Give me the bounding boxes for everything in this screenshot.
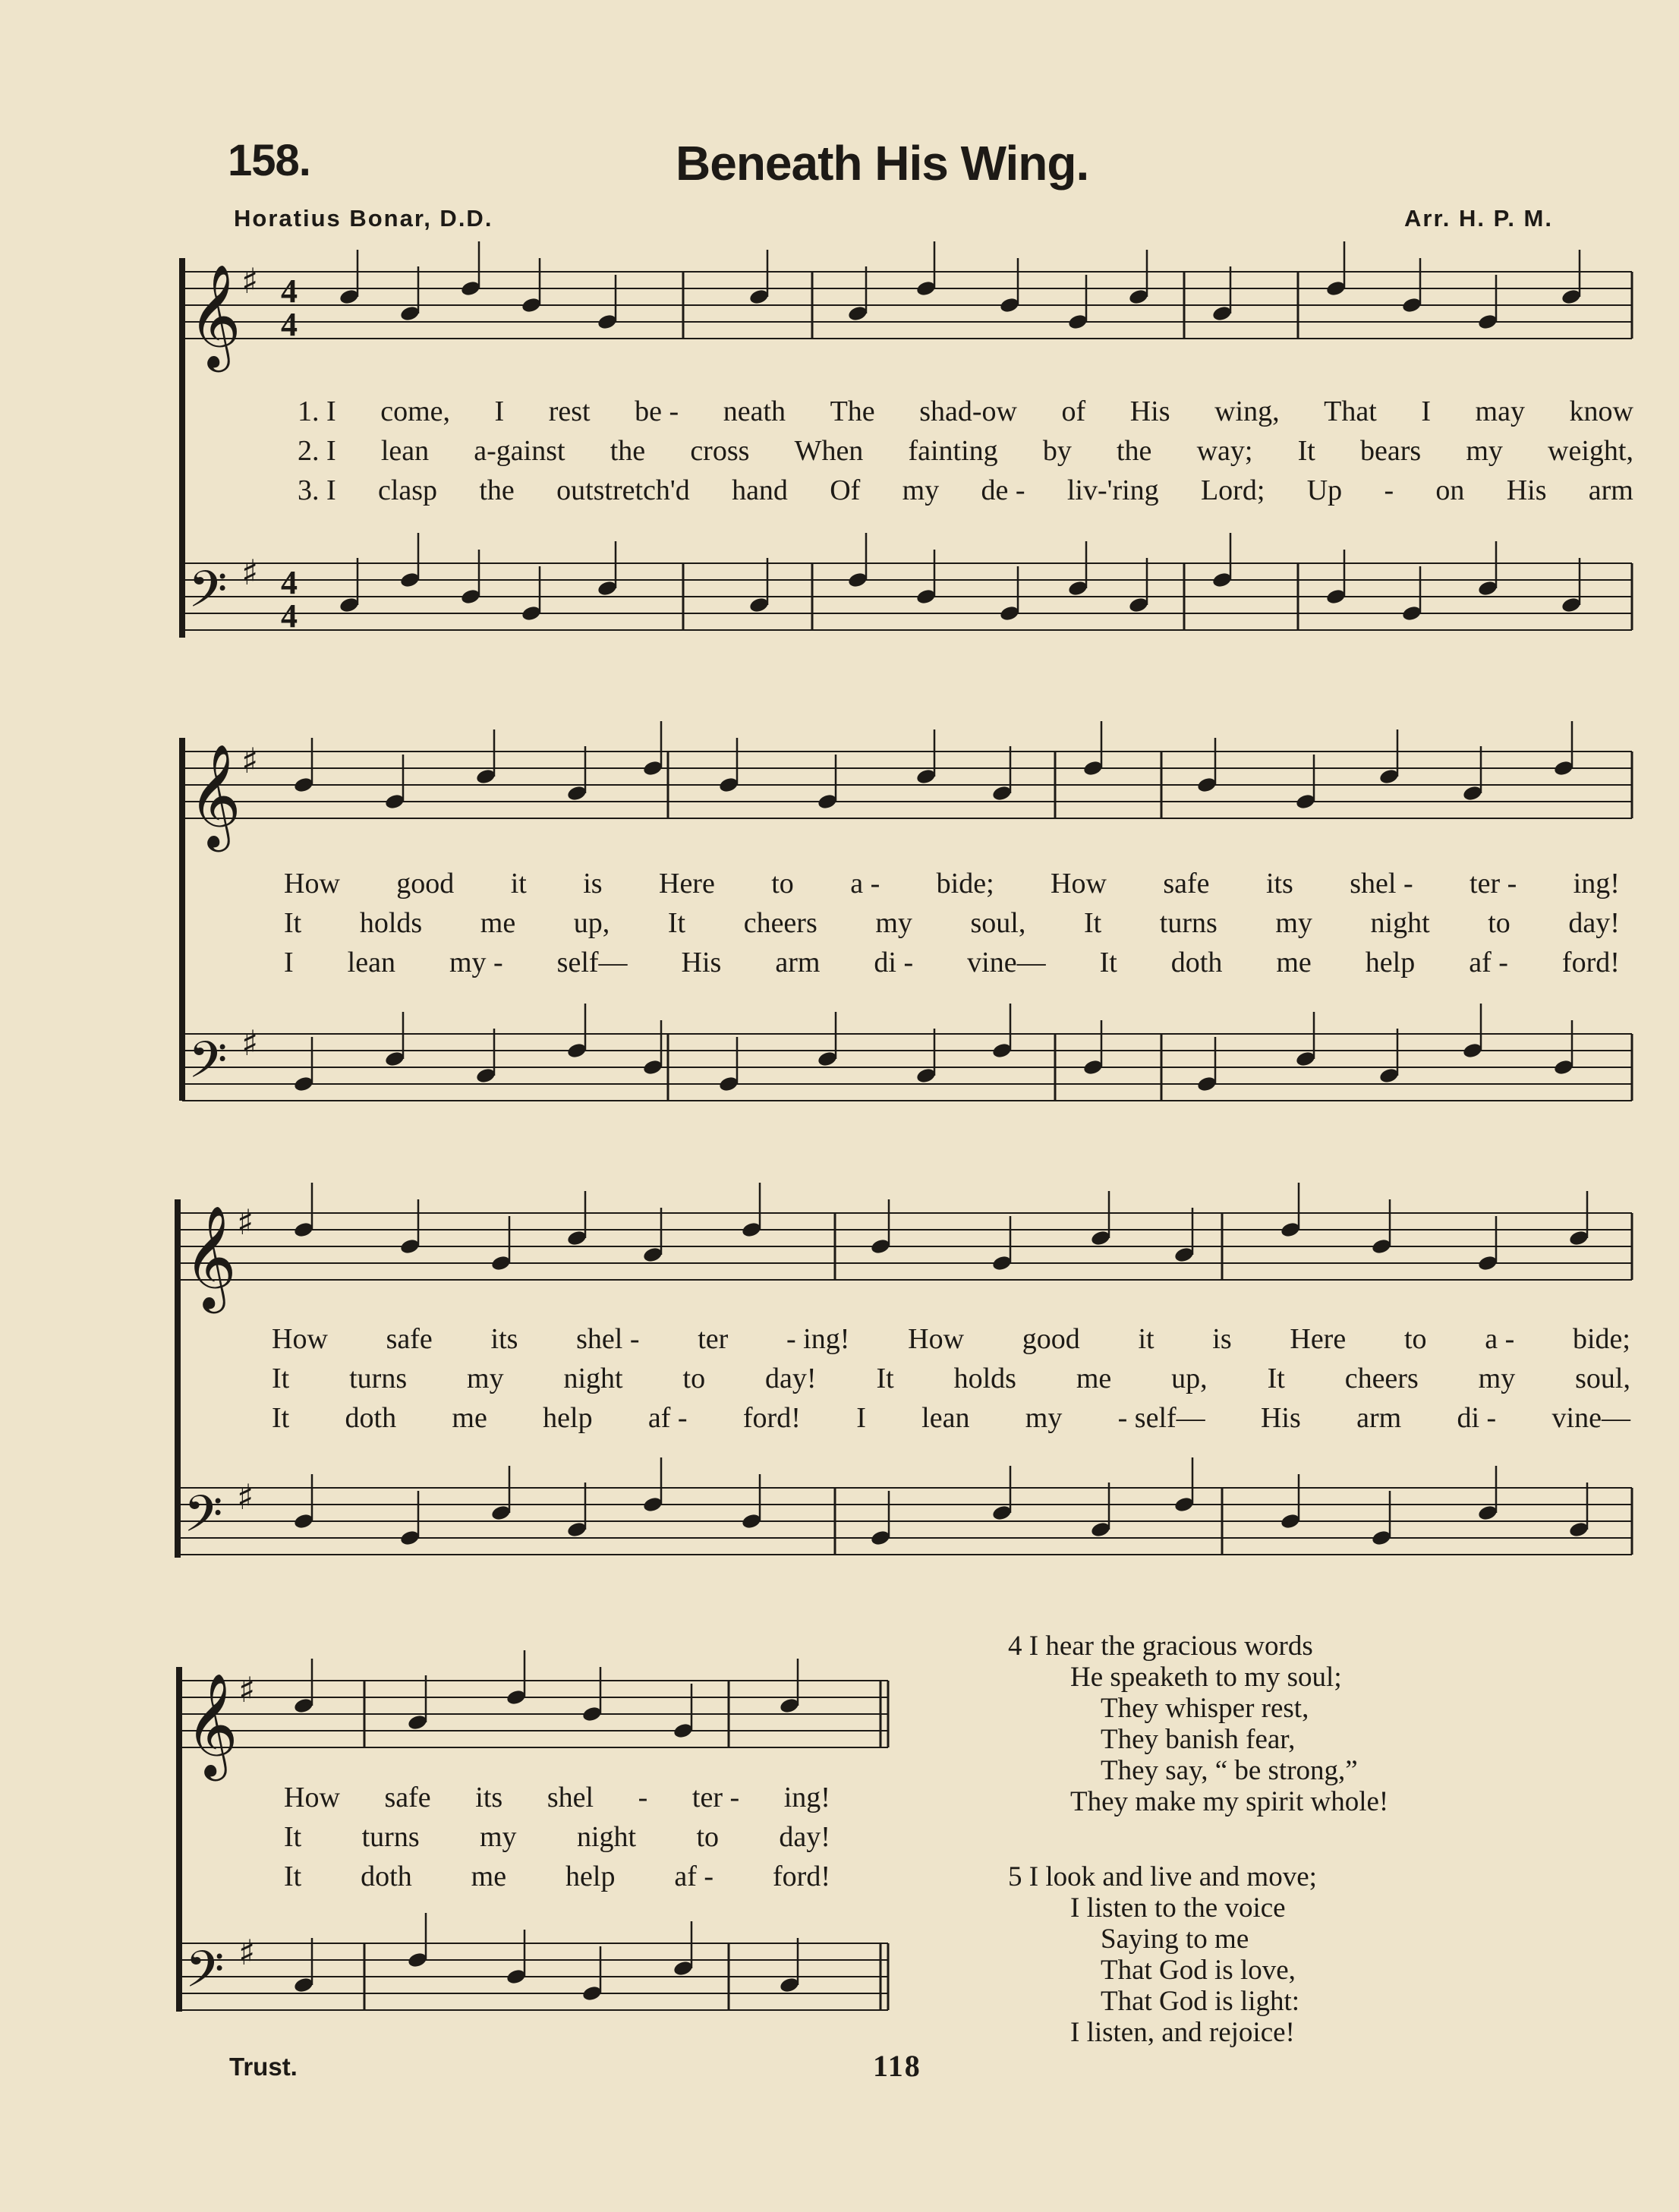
key-sharp-icon: ♯ xyxy=(237,1476,254,1517)
lyric-word: holds xyxy=(953,1363,1016,1394)
lyric-word: shel xyxy=(547,1782,594,1813)
bass-clef-icon: 𝄢 xyxy=(185,1940,225,2011)
bass-clef-icon: 𝄢 xyxy=(188,1031,228,1101)
lyric-word: it xyxy=(510,868,527,900)
hymn-author: Horatius Bonar, D.D. xyxy=(234,205,493,232)
lyric-word: af - xyxy=(1469,947,1508,978)
lyric-word: be - xyxy=(635,395,679,427)
time-signature: 4 xyxy=(281,273,298,310)
page-number: 118 xyxy=(873,2049,921,2083)
lyric-word: clasp xyxy=(377,474,438,506)
lyric-line xyxy=(298,395,1633,428)
lyric-line xyxy=(284,1781,830,1814)
treble-clef-icon: 𝄞 xyxy=(184,1204,237,1309)
lyric-word: wing, xyxy=(1214,395,1280,427)
lyric-word: to xyxy=(696,1821,720,1853)
lyric-word: bide; xyxy=(936,868,994,900)
hymn-arranger: Arr. H. P. M. xyxy=(1404,205,1553,232)
lyric-word: hand xyxy=(732,474,788,506)
lyric-word: my xyxy=(1025,1402,1063,1434)
lyric-word: it xyxy=(1138,1323,1155,1355)
verse-number: 5 xyxy=(1008,1861,1022,1892)
lyric-word: doth xyxy=(345,1402,397,1434)
lyric-word: arm xyxy=(1356,1402,1402,1434)
tune-name: Trust. xyxy=(229,2053,298,2081)
lyric-word: arm xyxy=(1588,474,1633,506)
lyric-word: turns xyxy=(361,1821,420,1853)
lyric-word: How xyxy=(272,1323,328,1355)
lyric-line xyxy=(284,1860,830,1893)
lyric-word: I xyxy=(1421,395,1431,427)
lyric-word: di - xyxy=(874,947,914,978)
lyric-word: me xyxy=(1076,1363,1112,1394)
key-sharp-icon: ♯ xyxy=(237,1202,254,1243)
lyric-word: is xyxy=(1212,1323,1232,1355)
lyric-word: its xyxy=(1265,868,1293,900)
verse-line: They make my spirit whole! xyxy=(1070,1786,1389,1817)
lyric-word: lean xyxy=(347,947,395,978)
lyric-word: - self— xyxy=(1117,1402,1205,1434)
lyric-word: It xyxy=(284,1821,302,1853)
lyric-word: It xyxy=(1099,947,1117,978)
lyric-word: a - xyxy=(1485,1323,1515,1355)
lyric-word: His xyxy=(681,947,722,978)
lyric-line xyxy=(272,1362,1630,1395)
lyric-word: to xyxy=(682,1363,706,1394)
lyric-word: - ing! xyxy=(786,1323,850,1355)
verse-line: They banish fear, xyxy=(1101,1724,1296,1755)
verse-line: I listen, and rejoice! xyxy=(1070,2017,1295,2048)
verse-line: I look and live and move; xyxy=(1029,1861,1317,1892)
lyric-word: the xyxy=(610,435,646,467)
lyric-word: my xyxy=(480,1821,517,1853)
lyric-word: di - xyxy=(1457,1402,1497,1434)
lyric-word: de - xyxy=(981,474,1025,506)
lyric-word: soul, xyxy=(1575,1363,1630,1394)
lyric-word: How xyxy=(1051,868,1107,900)
lyric-word: day! xyxy=(779,1821,830,1853)
hymn-title: Beneath His Wing. xyxy=(676,136,1089,191)
lyric-word: When xyxy=(794,435,864,467)
lyric-word: to xyxy=(1403,1323,1427,1355)
lyric-word: my xyxy=(875,907,912,939)
lyric-word: day! xyxy=(765,1363,817,1394)
verse-line: They say, “ be strong,” xyxy=(1101,1755,1358,1786)
lyric-word: It xyxy=(876,1363,894,1394)
lyric-word: That xyxy=(1324,395,1377,427)
time-signature: 4 xyxy=(281,306,298,343)
lyric-word: ford! xyxy=(742,1402,801,1434)
lyric-word: Of xyxy=(830,474,861,506)
lyric-word: It xyxy=(667,907,686,939)
verse-line: I listen to the voice xyxy=(1070,1892,1286,1924)
lyric-word: outstretch'd xyxy=(556,474,690,506)
lyric-word: of xyxy=(1061,395,1086,427)
key-sharp-icon: ♯ xyxy=(241,740,259,781)
lyric-word: its xyxy=(475,1782,503,1813)
verse-line: Saying to me xyxy=(1101,1924,1249,1955)
lyric-word: It xyxy=(284,1861,302,1892)
lyric-word: safe xyxy=(1163,868,1210,900)
lyric-word: lean xyxy=(921,1402,970,1434)
lyric-word: It xyxy=(1267,1363,1285,1394)
lyric-word: doth xyxy=(1170,947,1223,978)
lyric-word: How xyxy=(284,868,340,900)
lyric-word: bide; xyxy=(1572,1323,1630,1355)
lyric-word: cheers xyxy=(743,907,817,939)
key-sharp-icon: ♯ xyxy=(241,552,259,593)
lyric-word: the xyxy=(1116,435,1152,467)
lyric-word: me xyxy=(452,1402,487,1434)
lyric-word: rest xyxy=(548,395,591,427)
treble-clef-icon: 𝄞 xyxy=(185,1672,238,1776)
verse-number: 4 xyxy=(1008,1631,1022,1662)
lyric-word: shel - xyxy=(576,1323,640,1355)
lyric-word: my xyxy=(1478,1363,1516,1394)
lyric-word: cross xyxy=(690,435,750,467)
lyric-word: shad-ow xyxy=(919,395,1017,427)
lyric-word: shel - xyxy=(1350,868,1413,900)
lyric-word: vine— xyxy=(1551,1402,1630,1434)
lyric-word: my - xyxy=(449,947,503,978)
key-sharp-icon: ♯ xyxy=(241,260,259,301)
lyric-line xyxy=(298,474,1633,507)
lyric-line xyxy=(284,1820,830,1854)
lyric-word: vine— xyxy=(967,947,1046,978)
lyric-word: on xyxy=(1435,474,1465,506)
lyric-word: 3. I xyxy=(298,474,336,506)
lyric-word: way; xyxy=(1196,435,1253,467)
lyric-word: His xyxy=(1506,474,1547,506)
lyric-word: Lord; xyxy=(1200,474,1265,506)
lyric-word: up, xyxy=(1171,1363,1208,1394)
lyric-word: Up xyxy=(1306,474,1343,506)
lyric-word: me xyxy=(1276,947,1312,978)
lyric-word: - xyxy=(1384,474,1394,506)
bass-clef-icon: 𝄢 xyxy=(188,560,228,631)
lyric-word: ter - xyxy=(1470,868,1517,900)
lyric-line xyxy=(284,867,1620,900)
lyric-word: I xyxy=(494,395,505,427)
lyric-word: It xyxy=(272,1363,290,1394)
lyric-word: cheers xyxy=(1344,1363,1419,1394)
lyric-word: safe xyxy=(384,1782,431,1813)
verse-line: They whisper rest, xyxy=(1101,1693,1309,1724)
time-signature: 4 xyxy=(281,597,298,635)
lyric-word: ing! xyxy=(1573,868,1620,900)
lyric-word: af - xyxy=(647,1402,688,1434)
lyric-word: I xyxy=(856,1402,866,1434)
lyric-word: my xyxy=(1275,907,1312,939)
key-sharp-icon: ♯ xyxy=(238,1932,256,1973)
lyric-word: - xyxy=(638,1782,648,1813)
lyric-word: His xyxy=(1260,1402,1301,1434)
lyric-word: by xyxy=(1042,435,1072,467)
lyric-word: neath xyxy=(723,395,786,427)
lyric-word: ter xyxy=(698,1323,729,1355)
lyric-word: ford! xyxy=(1561,947,1620,978)
time-signature: 4 xyxy=(281,564,298,601)
lyric-word: good xyxy=(396,868,455,900)
lyric-word: 1. I xyxy=(298,395,336,427)
lyric-word: It xyxy=(272,1402,290,1434)
treble-clef-icon: 𝄞 xyxy=(188,742,241,847)
lyric-word: to xyxy=(1488,907,1510,939)
lyric-word: my xyxy=(1466,435,1503,467)
verse-line: He speaketh to my soul; xyxy=(1070,1662,1342,1693)
lyric-word: Here xyxy=(659,868,715,900)
lyric-word: fainting xyxy=(908,435,998,467)
bass-clef-icon: 𝄢 xyxy=(184,1485,223,1555)
lyric-word: good xyxy=(1022,1323,1080,1355)
lyric-word: a-gainst xyxy=(474,435,565,467)
lyric-line xyxy=(284,946,1620,979)
lyric-word: soul, xyxy=(970,907,1026,939)
lyric-word: Here xyxy=(1290,1323,1347,1355)
lyric-word: How xyxy=(284,1782,340,1813)
lyric-word: liv-'ring xyxy=(1066,474,1159,506)
lyric-word: help xyxy=(565,1861,616,1892)
lyric-word: night xyxy=(1370,907,1430,939)
lyric-word: help xyxy=(1365,947,1416,978)
lyric-word: 2. I xyxy=(298,435,336,467)
lyric-word: It xyxy=(1083,907,1102,939)
lyric-word: my xyxy=(902,474,940,506)
lyric-word: bears xyxy=(1359,435,1422,467)
lyric-word: The xyxy=(830,395,875,427)
lyric-word: ter - xyxy=(691,1782,740,1813)
lyric-word: my xyxy=(467,1363,504,1394)
lyric-word: up, xyxy=(573,907,610,939)
lyric-word: arm xyxy=(775,947,821,978)
lyric-word: It xyxy=(284,907,302,939)
key-sharp-icon: ♯ xyxy=(241,1022,259,1063)
lyric-line xyxy=(298,434,1633,468)
lyric-word: ford! xyxy=(773,1861,830,1892)
lyric-word: ing! xyxy=(783,1782,830,1813)
lyric-word: help xyxy=(543,1402,593,1434)
lyric-word: I xyxy=(284,947,294,978)
lyric-word: doth xyxy=(361,1861,412,1892)
verse-line: I hear the gracious words xyxy=(1029,1631,1313,1662)
lyric-word: to xyxy=(771,868,794,900)
lyric-word: It xyxy=(1297,435,1315,467)
lyric-word: turns xyxy=(1159,907,1218,939)
lyric-word: may xyxy=(1475,395,1525,427)
lyric-word: is xyxy=(583,868,603,900)
lyric-word: day! xyxy=(1568,907,1620,939)
lyric-word: turns xyxy=(349,1363,408,1394)
lyric-word: a - xyxy=(850,868,880,900)
key-sharp-icon: ♯ xyxy=(238,1669,256,1710)
lyric-line xyxy=(272,1322,1630,1356)
hymn-number: 158. xyxy=(228,136,310,185)
treble-clef-icon: 𝄞 xyxy=(188,263,241,367)
lyric-word: holds xyxy=(359,907,423,939)
lyric-word: lean xyxy=(380,435,430,467)
verse-5 xyxy=(1008,1861,1317,2048)
lyric-word: come, xyxy=(380,395,450,427)
lyric-word: the xyxy=(479,474,515,506)
verse-line: That God is light: xyxy=(1101,1986,1300,2017)
lyric-word: weight, xyxy=(1548,435,1633,467)
lyric-word: night xyxy=(563,1363,623,1394)
lyric-word: How xyxy=(908,1323,965,1355)
lyric-word: its xyxy=(490,1323,518,1355)
lyric-word: know xyxy=(1569,395,1633,427)
lyric-word: self— xyxy=(556,947,628,978)
lyric-word: safe xyxy=(386,1323,433,1355)
lyric-line xyxy=(272,1401,1630,1435)
lyric-word: me xyxy=(480,907,516,939)
lyric-word: night xyxy=(576,1821,637,1853)
verse-4 xyxy=(1008,1631,1388,1817)
lyric-word: His xyxy=(1129,395,1170,427)
lyric-word: af - xyxy=(674,1861,714,1892)
verse-line: That God is love, xyxy=(1101,1955,1296,1986)
lyric-line xyxy=(284,906,1620,940)
lyric-word: me xyxy=(471,1861,507,1892)
